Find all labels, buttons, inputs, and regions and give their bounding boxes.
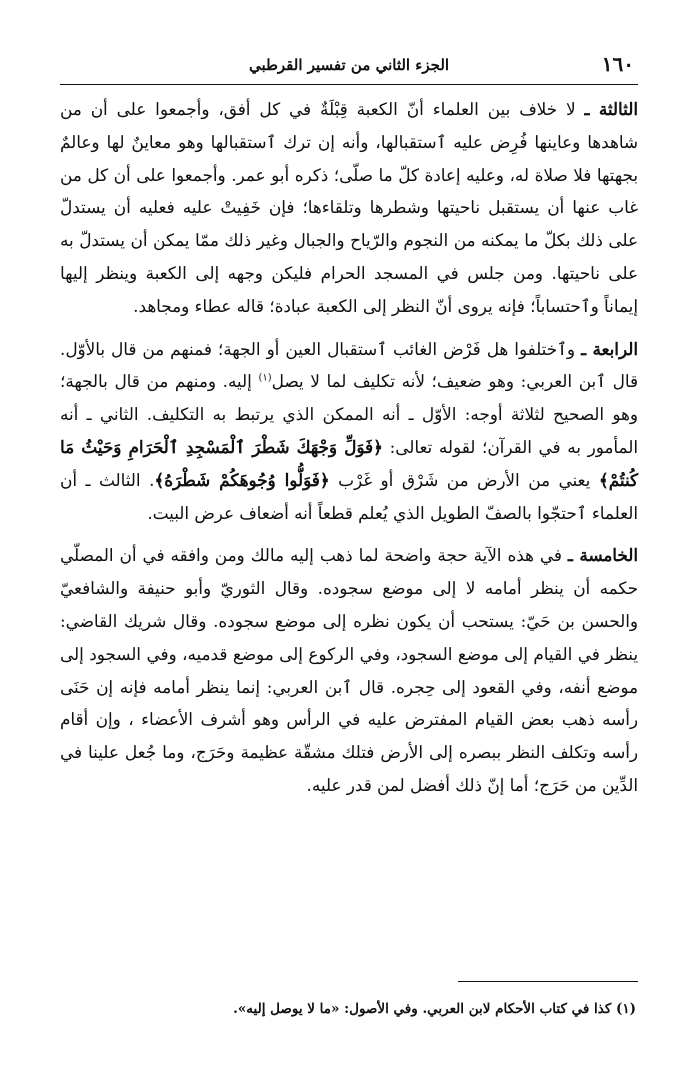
page-header: [60, 50, 638, 85]
section-lead: الخامسة ـ: [567, 545, 638, 566]
running-title: الجزء الثاني من تفسير القرطبي: [248, 56, 450, 74]
paragraph-text: لا خلاف بين العلماء أنّ الكعبة قِبْلَةٌ في كل أفق، وأجمعوا على أن من شاهدها وعاينها فُرِض عليه ٱستقبالها، وأنه إن ترك ٱستقبالها وهو معاينٌ لها وعالمٌ بجهتها فلا صلاة له، وعليه إعادة كلّ ما صلّى؛ ذكره أبو عمر. وأجمعوا على أن كل من غاب عنها أن يستقبل ناحيتها وشطرها وتلقاءها؛ فإن خَفِيتْ عليه فعليه أن يستدلّ على ذلك بكلّ ما يمكنه من النجوم والرّياح والجبال وغير ذلك ممّا يمكن أن يستدلّ به على ناحيتها. ومن جلس في المسجد الحرام فليكن وجهه إلى الكعبة وينظر إليها إيماناً وٱحتساباً؛ فإنه يروى أنّ النظر إلى الكعبة عبادة؛ قاله عطاء ومجاهد.: [60, 99, 638, 316]
paragraph-fifth-issue: [60, 539, 638, 801]
page: [60, 50, 638, 802]
paragraph-text: وٱختلفوا هل فَرْض الغائب ٱستقبال العين أو الجهة؛ فمنهم من قال بالأوّل. قال ٱبن العربي: وهو ضعيف؛ لأنه تكليف لما لا يصل: [60, 338, 639, 392]
section-lead: الثالثة ـ: [584, 99, 638, 119]
paragraph-text: . الثالث ـ أن العلماء ٱحتجّوا بالصفّ الطويل الذي يُعلم قطعاً أنه أضعاف عرض البيت.: [60, 469, 638, 523]
footnote-reference[interactable]: (١): [258, 372, 272, 384]
paragraph-text: في هذه الآية حجة واضحة لما ذهب إليه مالك ومن وافقه في أن المصلّي حكمه أن ينظر أمامه لا إلى موضع سجوده. وقال الثوريّ وأبو حنيفة والشافعيّ والحسن بن حَيّ: يستحب أن يكون نظره إلى موضع سجوده. وقال شريك القاضي: ينظر في القيام إلى موضع السجود، وفي الركوع إلى موضع قدميه، وفي السجود إلى موضع أنفه، وفي القعود إلى حِجره. قال ٱبن العربي: إنما ينظر أمامه فإنه إن حَنَى رأسه ذهب بعض القيام المفترض عليه في الرأس وهو أشرف الأعضاء ، وإن أقام رأسه وتكلف النظر ببصره إلى الأرض فتلك مشقّة عظيمة وحَرَج، وما جُعل علينا في الدِّين من حَرَج؛ أما إنّ ذلك أفضل لمن قدر عليه.: [60, 545, 638, 795]
paragraph-third-issue: [60, 93, 638, 323]
footnote: (١) كذا في كتاب الأحكام لابن العربي. وفي الأصول: «ما لا يوصل إليه».: [233, 1001, 636, 1017]
section-lead: الرابعة ـ: [581, 338, 638, 359]
page-number: ١٦٠: [601, 52, 634, 76]
footnote-divider: [458, 981, 638, 982]
page-body: [60, 93, 638, 802]
paragraph-text: إليه. ومنهم من قال بالجهة؛ وهو الصحيح لثلاثة أوجه: الأوّل ـ أنه الممكن الذي يرتبط به التكليف. الثاني ـ أنه المأمور به في القرآن؛ لقوله تعالى:: [60, 371, 638, 457]
quran-verse: ﴿فَوَلُّوا وُجُوهَكُمْ شَطْرَهُ﴾: [154, 469, 330, 490]
quran-verse: ﴿فَوَلِّ وَجْهَكَ شَطْرَ ٱلْمَسْجِدِ ٱلْحَرَامِ وَحَيْثُ مَا كُنتُمْ﴾: [60, 436, 638, 490]
paragraph-fourth-issue: [60, 333, 638, 530]
paragraph-text: يعني من الأرض من شَرْق أو غَرْب: [329, 469, 599, 490]
